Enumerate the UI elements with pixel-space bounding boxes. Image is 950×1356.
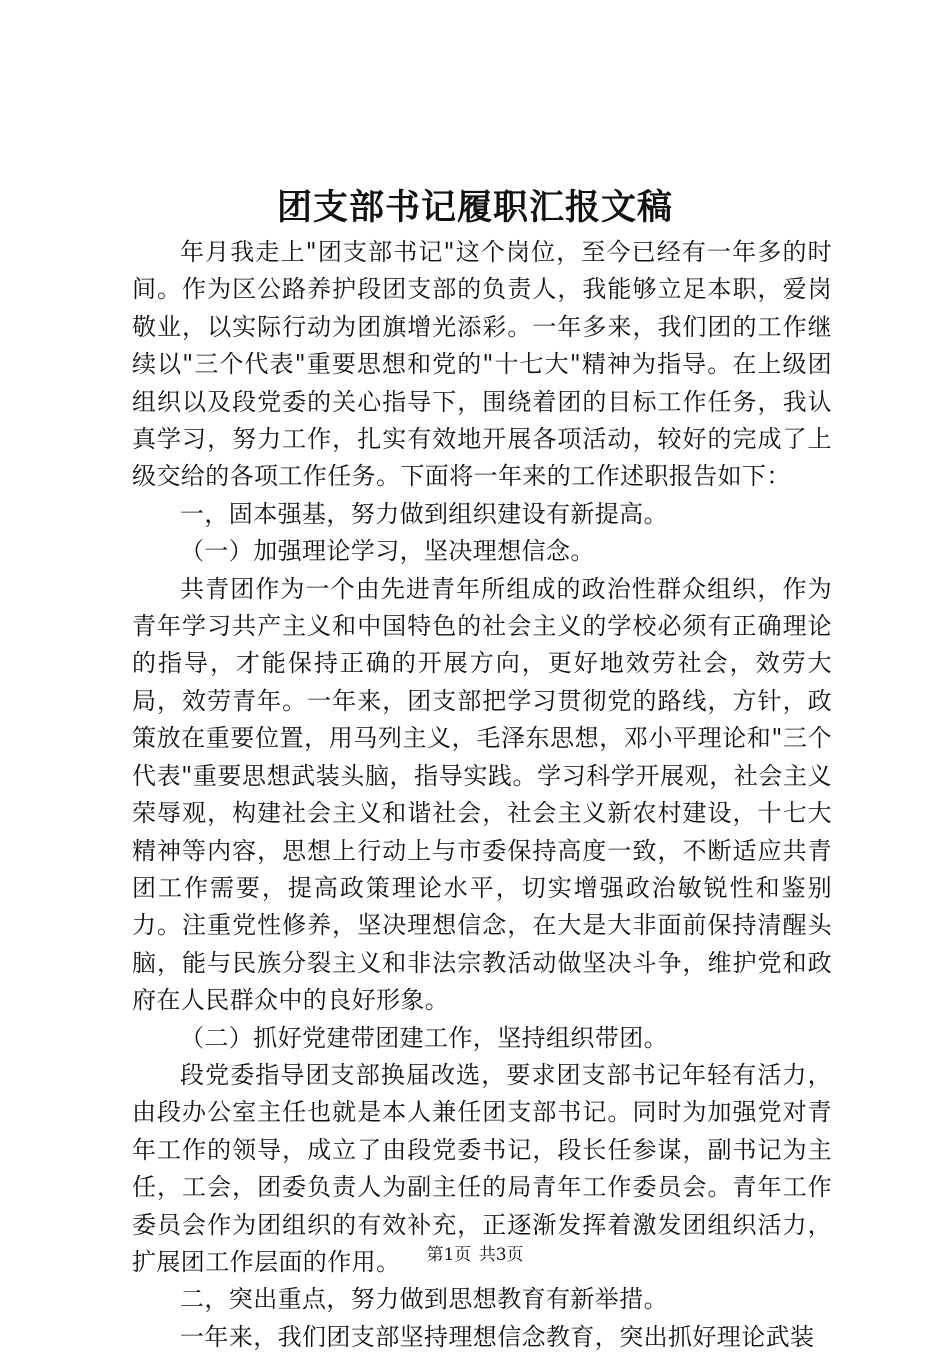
page-footer	[0, 1244, 950, 1266]
paragraph-ideology-education: 一年来，我们团支部坚持理想信念教育，突出抓好理论武装	[180, 1322, 815, 1351]
page-number: 第1页	[426, 1245, 472, 1265]
paragraph-intro: 年月我走上"团支部书记"这个岗位，至今已经有一年多的时间。作为区公路养护段团支部的负责人，我能够立足本职，爱岗敬业，以实际行动为团旗增光添彩。一年多来，我们团的工作继续以"三个代表"重要思想和党的"十七大"精神为指导。在上级团组织以及段党委的关心指导下，围绕着团的目标工作任务，我认真学习，努力工作，扎实有效地开展各项活动，较好的完成了上级交给的各项工作任务。下面将一年来的工作述职报告如下：	[132, 238, 832, 491]
document-title: 团支部书记履职汇报文稿	[276, 187, 673, 228]
subsection-heading-1-2: （二）抓好党建带团建工作，坚持组织带团。	[180, 1023, 668, 1052]
subsection-heading-1-1: （一）加强理论学习，坚决理想信念。	[180, 537, 595, 566]
paragraph-theory-study: 共青团作为一个由先进青年所组成的政治性群众组织，作为青年学习共产主义和中国特色的社会主义的学校必须有正确理论的指导，才能保持正确的开展方向，更好地效劳社会，效劳大局，效劳青年。一年来，团支部把学习贯彻党的路线，方针，政策放在重要位置，用马列主义，毛泽东思想，邓小平理论和"三个代表"重要思想武装头脑，指导实践。学习科学开展观，社会主义荣辱观，构建社会主义和谐社会，社会主义新农村建设，十七大精神等内容，思想上行动上与市委保持高度一致，不断适应共青团工作需要，提高政策理论水平，切实增强政治敏锐性和鉴别力。注重党性修养，坚决理想信念，在大是大非面前保持清醒头脑，能与民族分裂主义和非法宗教活动做坚决斗争，维护党和政府在人民群众中的良好形象。	[132, 574, 832, 1015]
page-total: 共3页	[478, 1245, 524, 1265]
document-body	[132, 234, 832, 1356]
section-heading-1: 一，固本强基，努力做到组织建设有新提高。	[180, 499, 668, 528]
paragraph-party-building: 段党委指导团支部换届改选，要求团支部书记年轻有活力，由段办公室主任也就是本人兼任团支部书记。同时为加强党对青年工作的领导，成立了由段党委书记，段长任参谋，副书记为主任，工会，团委负责人为副主任的局青年工作委员会。青年工作委员会作为团组织的有效补充，正逐渐发挥着激发团组织活力，扩展团工作层面的作用。	[132, 1060, 832, 1276]
section-heading-2: 二，突出重点，努力做到思想教育有新举措。	[180, 1285, 668, 1314]
